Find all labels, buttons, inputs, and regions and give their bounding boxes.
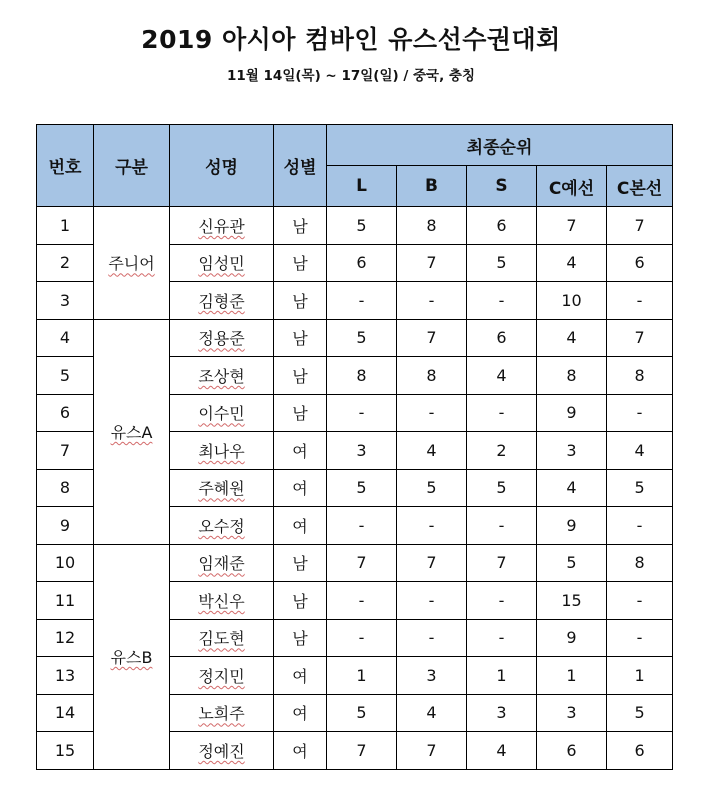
rank-s-cell: 4	[467, 732, 537, 770]
player-name: 이수민	[198, 404, 245, 424]
division-cell	[94, 319, 170, 544]
rank-c-preliminary-cell: 9	[537, 394, 607, 432]
rank-c-preliminary-cell: 4	[537, 469, 607, 507]
rank-c-preliminary-cell: 3	[537, 432, 607, 470]
number-cell: 15	[37, 732, 94, 770]
header-event-b: B	[397, 166, 467, 207]
rank-b-cell: 4	[397, 432, 467, 470]
header-gender: 성별	[274, 125, 327, 207]
number-cell: 14	[37, 694, 94, 732]
rank-b-cell: -	[397, 619, 467, 657]
name-cell	[170, 732, 274, 770]
header-event-l: L	[327, 166, 397, 207]
gender-cell: 여	[274, 694, 327, 732]
rank-c-final-cell: -	[607, 582, 673, 620]
number-cell: 2	[37, 244, 94, 282]
rank-c-preliminary-cell: 4	[537, 319, 607, 357]
player-name: 김도현	[198, 629, 245, 649]
rank-c-final-cell: 7	[607, 207, 673, 245]
rank-b-cell: -	[397, 507, 467, 545]
name-cell	[170, 544, 274, 582]
number-cell: 1	[37, 207, 94, 245]
rank-c-final-cell: 8	[607, 544, 673, 582]
rank-l-cell: -	[327, 619, 397, 657]
rank-l-cell: 5	[327, 694, 397, 732]
table-body	[37, 207, 673, 770]
rank-c-preliminary-cell: 15	[537, 582, 607, 620]
division-cell	[94, 207, 170, 320]
rank-c-final-cell: 7	[607, 319, 673, 357]
number-cell: 5	[37, 357, 94, 395]
table-header-row	[37, 125, 673, 166]
player-name: 임재준	[198, 554, 245, 574]
rank-s-cell: 6	[467, 207, 537, 245]
rank-s-cell: -	[467, 394, 537, 432]
rank-c-preliminary-cell: 1	[537, 657, 607, 695]
header-name: 성명	[170, 125, 274, 207]
name-cell	[170, 357, 274, 395]
table-row	[37, 544, 673, 582]
number-cell: 8	[37, 469, 94, 507]
name-cell	[170, 657, 274, 695]
header-event-c-final: C본선	[607, 166, 673, 207]
number-cell: 13	[37, 657, 94, 695]
number-cell: 7	[37, 432, 94, 470]
rank-s-cell: 4	[467, 357, 537, 395]
rank-b-cell: 7	[397, 319, 467, 357]
player-name: 임성민	[198, 254, 245, 274]
rank-b-cell: 4	[397, 694, 467, 732]
division-label: 주니어	[108, 254, 155, 274]
gender-cell: 남	[274, 619, 327, 657]
name-cell	[170, 244, 274, 282]
rank-l-cell: -	[327, 507, 397, 545]
number-cell: 6	[37, 394, 94, 432]
name-cell	[170, 469, 274, 507]
name-cell	[170, 207, 274, 245]
rank-l-cell: -	[327, 394, 397, 432]
rank-c-final-cell: 6	[607, 244, 673, 282]
header-event-c-preliminary: C예선	[537, 166, 607, 207]
gender-cell: 남	[274, 394, 327, 432]
rank-l-cell: 5	[327, 207, 397, 245]
results-table	[36, 124, 673, 770]
player-name: 조상현	[198, 366, 245, 386]
rank-c-final-cell: 8	[607, 357, 673, 395]
player-name: 주혜원	[198, 479, 245, 499]
rank-b-cell: -	[397, 282, 467, 320]
rank-b-cell: -	[397, 394, 467, 432]
name-cell	[170, 319, 274, 357]
rank-c-final-cell: -	[607, 394, 673, 432]
gender-cell: 여	[274, 469, 327, 507]
name-cell	[170, 582, 274, 620]
rank-s-cell: 6	[467, 319, 537, 357]
gender-cell: 남	[274, 319, 327, 357]
name-cell	[170, 282, 274, 320]
rank-c-final-cell: -	[607, 282, 673, 320]
rank-b-cell: -	[397, 582, 467, 620]
rank-s-cell: -	[467, 582, 537, 620]
rank-c-final-cell: -	[607, 507, 673, 545]
division-label: 유스A	[110, 423, 153, 442]
rank-c-final-cell: -	[607, 619, 673, 657]
rank-b-cell: 5	[397, 469, 467, 507]
rank-c-final-cell: 6	[607, 732, 673, 770]
gender-cell: 남	[274, 244, 327, 282]
player-name: 최나우	[198, 441, 245, 461]
rank-c-final-cell: 5	[607, 469, 673, 507]
number-cell: 4	[37, 319, 94, 357]
rank-s-cell: 3	[467, 694, 537, 732]
header-number: 번호	[37, 125, 94, 207]
rank-b-cell: 7	[397, 244, 467, 282]
number-cell: 10	[37, 544, 94, 582]
player-name: 신유관	[198, 216, 245, 236]
gender-cell: 남	[274, 544, 327, 582]
player-name: 박신우	[198, 591, 245, 611]
rank-c-preliminary-cell: 3	[537, 694, 607, 732]
rank-s-cell: -	[467, 282, 537, 320]
player-name: 정용준	[198, 329, 245, 349]
name-cell	[170, 432, 274, 470]
number-cell: 12	[37, 619, 94, 657]
rank-c-preliminary-cell: 10	[537, 282, 607, 320]
gender-cell: 여	[274, 507, 327, 545]
player-name: 정예진	[198, 741, 245, 761]
rank-s-cell: 5	[467, 469, 537, 507]
gender-cell: 여	[274, 732, 327, 770]
rank-l-cell: 5	[327, 469, 397, 507]
rank-c-preliminary-cell: 9	[537, 507, 607, 545]
rank-b-cell: 8	[397, 357, 467, 395]
name-cell	[170, 619, 274, 657]
rank-l-cell: -	[327, 282, 397, 320]
rank-c-preliminary-cell: 4	[537, 244, 607, 282]
rank-b-cell: 7	[397, 544, 467, 582]
rank-l-cell: 1	[327, 657, 397, 695]
rank-l-cell: 8	[327, 357, 397, 395]
rank-c-preliminary-cell: 6	[537, 732, 607, 770]
header-division: 구분	[94, 125, 170, 207]
rank-l-cell: 6	[327, 244, 397, 282]
rank-s-cell: 2	[467, 432, 537, 470]
rank-l-cell: 7	[327, 544, 397, 582]
player-name: 노희주	[198, 704, 245, 724]
player-name: 김형준	[198, 291, 245, 311]
table-row	[37, 319, 673, 357]
header-event-s: S	[467, 166, 537, 207]
rank-s-cell: 5	[467, 244, 537, 282]
document-subtitle: 11월 14일(목) ~ 17일(일) / 중국, 충칭	[227, 68, 475, 84]
rank-b-cell: 8	[397, 207, 467, 245]
division-label: 유스B	[110, 648, 153, 667]
table-row	[37, 207, 673, 245]
rank-c-preliminary-cell: 7	[537, 207, 607, 245]
player-name: 정지민	[198, 666, 245, 686]
rank-c-final-cell: 5	[607, 694, 673, 732]
rank-l-cell: 3	[327, 432, 397, 470]
gender-cell: 남	[274, 282, 327, 320]
gender-cell: 남	[274, 357, 327, 395]
rank-c-preliminary-cell: 5	[537, 544, 607, 582]
rank-c-preliminary-cell: 9	[537, 619, 607, 657]
name-cell	[170, 394, 274, 432]
rank-b-cell: 7	[397, 732, 467, 770]
division-cell	[94, 544, 170, 769]
rank-s-cell: -	[467, 507, 537, 545]
rank-c-final-cell: 4	[607, 432, 673, 470]
rank-l-cell: 5	[327, 319, 397, 357]
gender-cell: 여	[274, 657, 327, 695]
gender-cell: 남	[274, 207, 327, 245]
header-final-rank: 최종순위	[327, 125, 673, 166]
document-title: 2019 아시아 컴바인 유스선수권대회	[141, 25, 561, 54]
rank-c-preliminary-cell: 8	[537, 357, 607, 395]
rank-s-cell: 7	[467, 544, 537, 582]
rank-s-cell: -	[467, 619, 537, 657]
gender-cell: 여	[274, 432, 327, 470]
rank-b-cell: 3	[397, 657, 467, 695]
player-name: 오수정	[198, 516, 245, 536]
rank-s-cell: 1	[467, 657, 537, 695]
name-cell	[170, 507, 274, 545]
rank-l-cell: 7	[327, 732, 397, 770]
gender-cell: 남	[274, 582, 327, 620]
rank-l-cell: -	[327, 582, 397, 620]
name-cell	[170, 694, 274, 732]
number-cell: 11	[37, 582, 94, 620]
number-cell: 9	[37, 507, 94, 545]
number-cell: 3	[37, 282, 94, 320]
rank-c-final-cell: 1	[607, 657, 673, 695]
